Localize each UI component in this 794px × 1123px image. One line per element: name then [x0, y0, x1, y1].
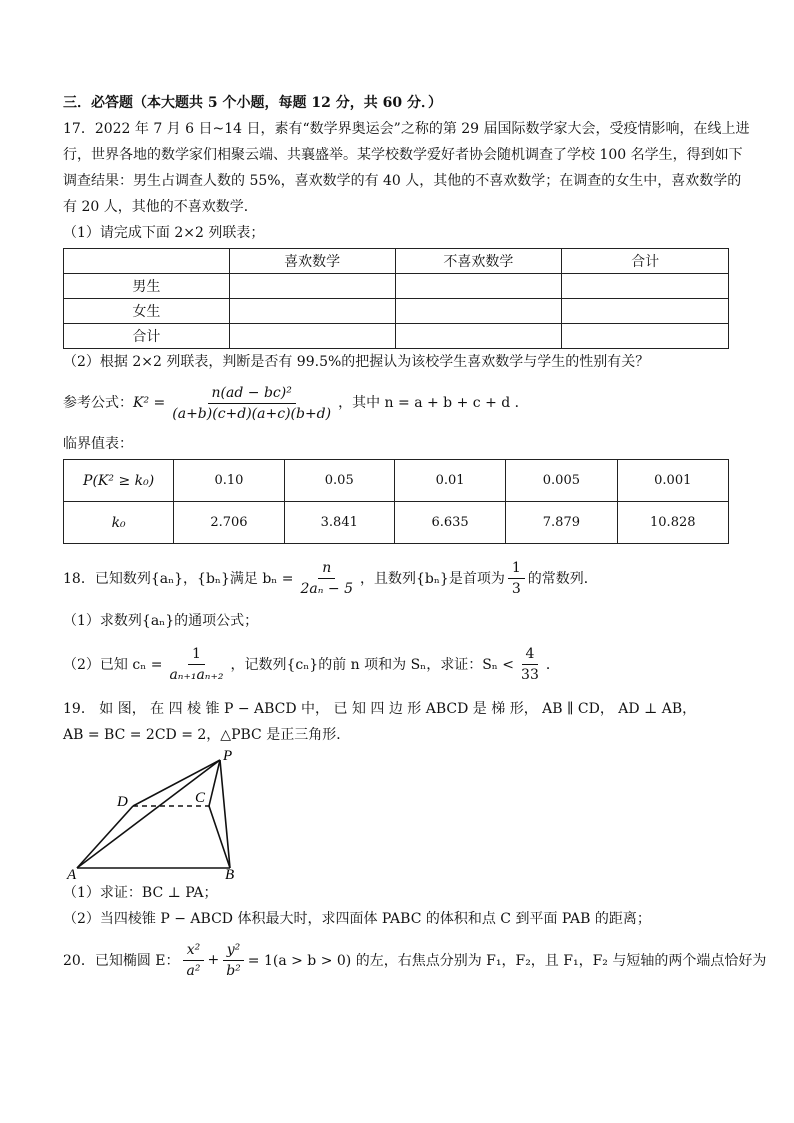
pyramid-figure: [65, 748, 265, 880]
q18-first-fraction: [508, 559, 525, 598]
numerator: x²: [183, 941, 205, 961]
exam-page: [63, 90, 767, 982]
q18-part-2: [63, 642, 733, 686]
p-header: P(K² ≥ k₀): [64, 460, 174, 502]
formula-fraction: [168, 384, 335, 423]
denominator: 33: [521, 666, 539, 683]
k-value: 2.706: [174, 502, 284, 544]
vertex-label-B: B: [225, 867, 235, 880]
blank-cell[interactable]: [562, 324, 729, 349]
table-header-cell: [64, 249, 230, 274]
edge-AP: [77, 760, 220, 868]
blank-cell[interactable]: [562, 299, 729, 324]
q17-line-4: 有 20 人，其他的不喜欢数学．: [63, 199, 258, 215]
q17-line-3: 调查结果：男生占调查人数的 55%，喜欢数学的有 40 人，其他的不喜欢数学；在调查的女生中，喜欢数学的: [63, 173, 742, 189]
denominator: 2aₙ − 5: [300, 580, 353, 597]
row-label: 男生: [64, 274, 230, 299]
vertex-label-D: D: [117, 794, 128, 810]
q20-x-fraction: [182, 941, 204, 980]
k-value: 3.841: [284, 502, 394, 544]
formula-denominator: (a+b)(c+d)(a+c)(b+d): [172, 405, 332, 422]
p-value: 0.001: [617, 460, 728, 502]
q18-c-fraction: [165, 645, 227, 684]
section-title: 三．必答题（本大题共 5 个小题，每题 12 分，共 60 分．）: [63, 95, 442, 111]
k-value: 6.635: [394, 502, 505, 544]
p-value: 0.10: [174, 460, 284, 502]
contingency-table: [63, 248, 729, 349]
numerator: n: [318, 559, 335, 579]
table-row: [64, 502, 729, 544]
formula-lhs: K² =: [133, 395, 166, 411]
numerator: 1: [188, 645, 205, 665]
blank-cell[interactable]: [395, 299, 562, 324]
table-row: [64, 299, 729, 324]
row-label: 女生: [64, 299, 230, 324]
table-header-cell: 不喜欢数学: [395, 249, 562, 274]
q18-part-1: （1）求数列{aₙ}的通项公式；: [63, 613, 259, 629]
blank-cell[interactable]: [395, 324, 562, 349]
table-row: [64, 274, 729, 299]
blank-cell[interactable]: [395, 274, 562, 299]
critical-label: 临界值表：: [63, 436, 133, 452]
reference-formula: [63, 383, 733, 423]
blank-cell[interactable]: [229, 324, 395, 349]
q19-line-2: AB = BC = 2CD = 2，△PBC 是正三角形．: [63, 727, 351, 743]
q17-part-1: （1）请完成下面 2×2 列联表；: [63, 225, 265, 241]
blank-cell[interactable]: [229, 274, 395, 299]
vertex-label-C: C: [195, 790, 206, 806]
edge-DP: [133, 760, 220, 806]
denominator: b²: [226, 962, 241, 979]
k-value: 7.879: [506, 502, 617, 544]
q20-stem-b: = 1(a > b > 0) 的左，右焦点分别为 F₁，F₂，且 F₁，F₂ 与短轴的两个端点恰好为: [247, 953, 767, 969]
edge-AD: [77, 806, 133, 868]
q18-stem-c: 的常数列．: [527, 571, 598, 587]
p-value: 0.01: [394, 460, 505, 502]
table-row: [64, 324, 729, 349]
denominator: a²: [186, 962, 201, 979]
q18-stem-a: 18．已知数列{aₙ}，{bₙ}满足 bₙ =: [63, 571, 294, 587]
q18-b-fraction: [297, 559, 357, 598]
numerator: 4: [522, 645, 539, 665]
q18-stem: [63, 556, 733, 600]
k-header: k₀: [64, 502, 174, 544]
vertex-label-P: P: [223, 748, 233, 764]
numerator: 1: [508, 559, 525, 579]
formula-tail: ，其中 n = a + b + c + d ．: [338, 395, 529, 411]
p-value: 0.05: [284, 460, 394, 502]
table-header-cell: 合计: [562, 249, 729, 274]
q20-y-fraction: [222, 941, 245, 980]
row-label: 合计: [64, 324, 230, 349]
table-header-cell: 喜欢数学: [229, 249, 395, 274]
q18-stem-b: ，且数列{bₙ}是首项为: [359, 571, 505, 587]
q18-part-2-a: （2）已知 cₙ =: [63, 657, 163, 673]
blank-cell[interactable]: [562, 274, 729, 299]
formula-numerator: n(ad − bc)²: [208, 384, 296, 404]
k-value: 10.828: [617, 502, 728, 544]
p-value: 0.005: [506, 460, 617, 502]
q18-s-fraction: [517, 645, 543, 684]
q19-line-1: 19． 如 图， 在 四 棱 锥 P − ABCD 中， 已 知 四 边 形 ABCD 是 梯 形， AB ∥ CD， AD ⊥ AB，: [63, 701, 697, 717]
q17-line-1: 17．2022 年 7 月 6 日~14 日，素有“数学界奥运会”之称的第 29 届国际数学家大会，受疫情影响，在线上进: [63, 121, 750, 137]
denominator: 3: [511, 580, 521, 597]
q19-part-1: （1）求证：BC ⊥ PA；: [63, 885, 218, 901]
denominator: aₙ₊₁aₙ₊₂: [169, 666, 224, 683]
table-header-row: [64, 249, 729, 274]
q18-part-2-b: ，记数列{cₙ}的前 n 项和为 Sₙ，求证：Sₙ <: [230, 657, 515, 673]
q17-part-2: （2）根据 2×2 列联表，判断是否有 99.5%的把握认为该校学生喜欢数学与学生的性别有关？: [63, 354, 650, 370]
q18-part-2-c: ．: [545, 657, 560, 673]
critical-value-table: [63, 459, 729, 544]
q20-stem-a: 20．已知椭圆 E：: [63, 953, 180, 969]
q19-part-2: （2）当四棱锥 P − ABCD 体积最大时，求四面体 PABC 的体积和点 C 到平面 PAB 的距离；: [63, 911, 651, 927]
vertex-label-A: A: [67, 867, 77, 880]
plus-sign: +: [207, 952, 220, 968]
q17-line-2: 行，世界各地的数学家们相聚云端、共襄盛举。某学校数学爱好者协会随机调查了学校 100 名学生，得到如下: [63, 147, 743, 163]
table-row: [64, 460, 729, 502]
formula-label: 参考公式：: [63, 395, 133, 411]
numerator: y²: [223, 941, 245, 961]
q20-stem: [63, 938, 767, 982]
blank-cell[interactable]: [229, 299, 395, 324]
